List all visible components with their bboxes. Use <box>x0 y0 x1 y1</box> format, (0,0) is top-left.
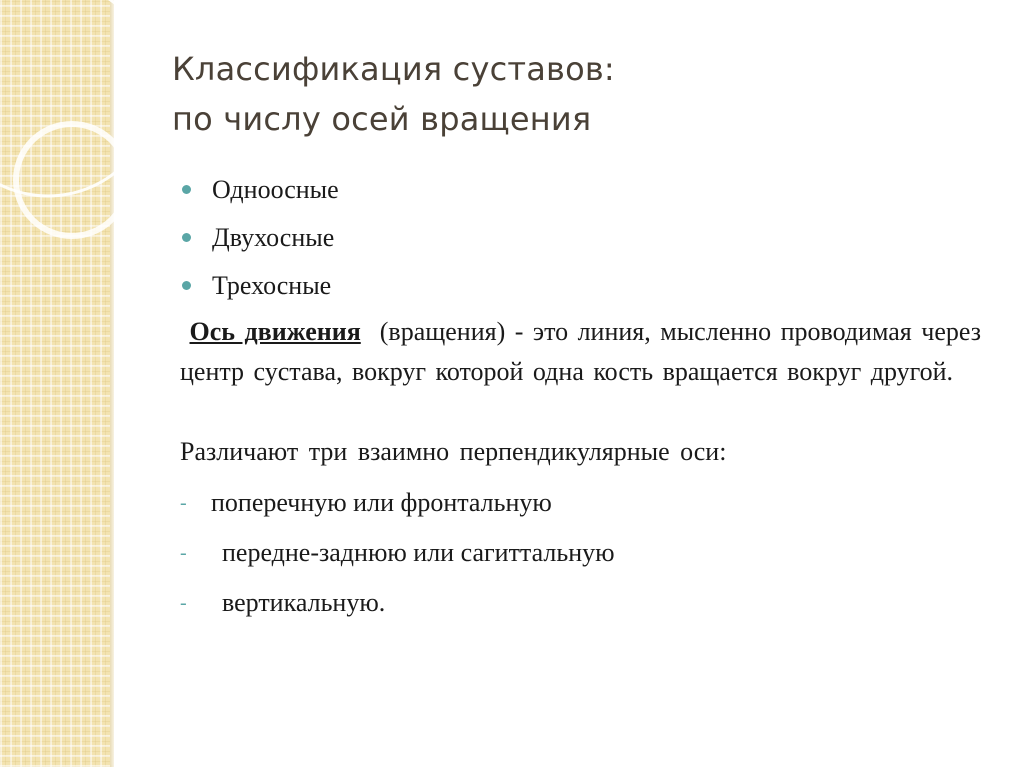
list-item <box>182 166 339 214</box>
decorative-ring-small <box>16 124 128 236</box>
slide-title-line-1: Классификация суставов: <box>172 50 615 88</box>
dash-icon: - <box>180 592 187 614</box>
list-item-text: Двухосные <box>212 223 335 252</box>
list-item-text: передне-заднюю или сагиттальную <box>222 538 615 567</box>
dash-icon: - <box>180 492 187 514</box>
axis-definition <box>180 312 1000 392</box>
slide-title <box>172 44 615 144</box>
list-item-text: поперечную или фронтальную <box>211 488 552 517</box>
list-item <box>182 214 339 262</box>
axes-list <box>180 478 615 628</box>
list-item-text: Одноосные <box>212 175 339 204</box>
list-item-text: вертикальную. <box>222 588 386 617</box>
slide-title-line-2: по числу осей вращения <box>172 100 592 138</box>
dash-icon: - <box>180 542 187 564</box>
decorative-rings <box>0 0 180 260</box>
list-item <box>180 578 615 628</box>
list-item <box>180 528 615 578</box>
list-item-text: Трехосные <box>212 271 332 300</box>
bullet-dot-icon <box>182 233 191 242</box>
axes-intro: Различают три взаимно перпендикулярные оси: <box>180 437 727 466</box>
list-item <box>180 478 615 528</box>
bullet-dot-icon <box>182 185 191 194</box>
list-item <box>182 262 339 310</box>
definition-term: Ось движения <box>189 317 361 346</box>
bullet-dot-icon <box>182 281 191 290</box>
joint-types-list <box>182 166 339 310</box>
definition-text: (вращения) - это линия, мысленно проводимая через центр сустава, вокруг которой одна кость вращается вокруг другой. <box>180 317 981 386</box>
decorative-ring-large <box>0 0 156 196</box>
